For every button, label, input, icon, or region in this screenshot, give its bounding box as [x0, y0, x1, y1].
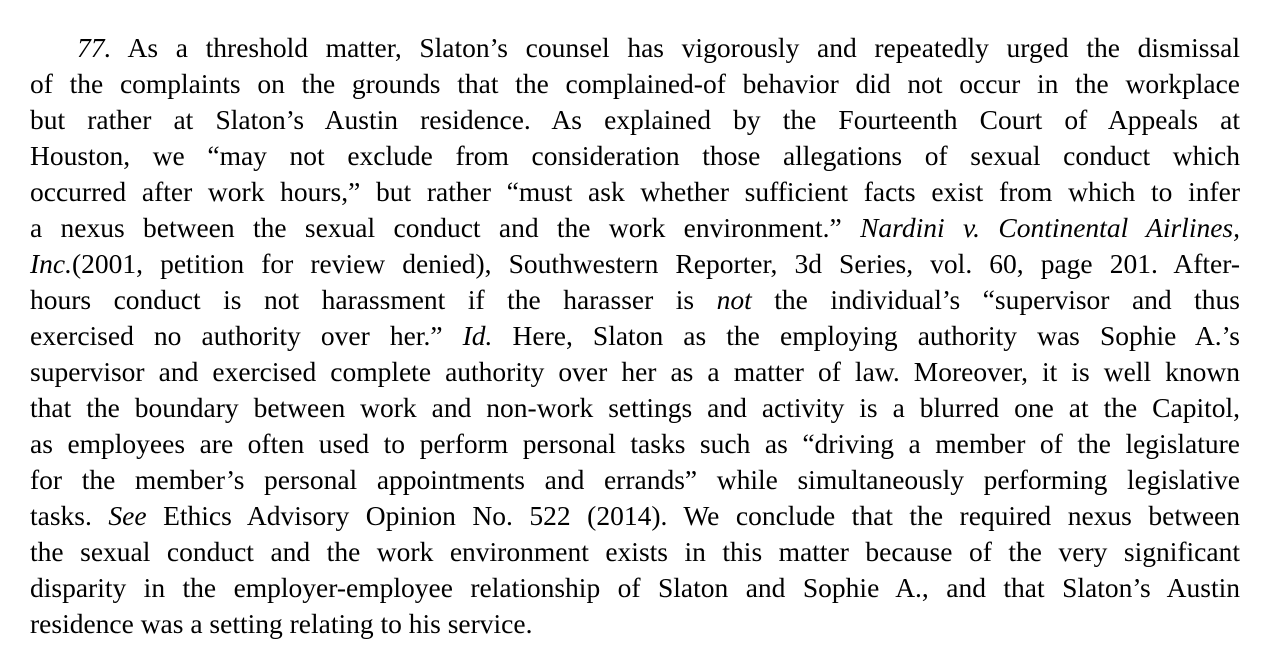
text-segment: (2001, petition for review denied), Southwestern Reporter, 3d Series, vol. 60, page 201. After-	[72, 248, 1240, 279]
text-segment: for the member’s personal appointments and errands” while simultaneously performing legislative	[30, 464, 1240, 495]
text-line	[30, 174, 1240, 210]
text-segment: the sexual conduct and the work environment exists in this matter because of the very significant	[30, 536, 1240, 567]
text-line	[30, 30, 1240, 66]
text-segment: tasks.	[30, 500, 109, 531]
text-segment: exercised no authority over her.”	[30, 320, 463, 351]
text-segment: a nexus between the sexual conduct and the work environment.”	[30, 212, 861, 243]
text-line	[30, 498, 1240, 534]
text-segment: Houston, we “may not exclude from consideration those allegations of sexual conduct which	[30, 140, 1240, 171]
text-segment: Ethics Advisory Opinion No. 522 (2014). We conclude that the required nexus between	[146, 500, 1241, 531]
italic-text: 77.	[77, 32, 112, 63]
text-segment: of the complaints on the grounds that the complained-of behavior did not occur in the workplace	[30, 68, 1240, 99]
text-segment: but rather at Slaton’s Austin residence. As explained by the Fourteenth Court of Appeals at	[30, 104, 1240, 135]
text-segment: that the boundary between work and non-work settings and activity is a blurred one at the Capitol,	[30, 392, 1240, 423]
italic-text: not	[716, 284, 752, 315]
text-line	[30, 426, 1240, 462]
text-line	[30, 138, 1240, 174]
italic-text: Inc.	[30, 248, 72, 279]
text-segment: supervisor and exercised complete authority over her as a matter of law. Moreover, it is well known	[30, 356, 1240, 387]
text-segment: residence was a setting relating to his service.	[30, 608, 533, 639]
text-line	[30, 462, 1240, 498]
text-line	[30, 246, 1240, 282]
italic-text: See	[108, 500, 147, 531]
text-line	[30, 210, 1240, 246]
text-line	[30, 534, 1240, 570]
text-segment: hours conduct is not harassment if the harasser is	[30, 284, 717, 315]
text-segment: As a threshold matter, Slaton’s counsel has vigorously and repeatedly urged the dismissal	[111, 32, 1240, 63]
italic-text: Id.	[462, 320, 493, 351]
text-line	[30, 282, 1240, 318]
text-segment: occurred after work hours,” but rather “must ask whether sufficient facts exist from which to infer	[30, 176, 1240, 207]
text-segment: as employees are often used to perform personal tasks such as “driving a member of the legislature	[30, 428, 1240, 459]
document-page	[30, 30, 1240, 642]
paragraph-77	[30, 30, 1240, 642]
text-line	[30, 570, 1240, 606]
text-segment: the individual’s “supervisor and thus	[751, 284, 1240, 315]
text-line	[30, 318, 1240, 354]
text-segment: Here, Slaton as the employing authority was Sophie A.’s	[492, 320, 1240, 351]
text-line	[30, 606, 1240, 642]
text-segment: disparity in the employer-employee relationship of Slaton and Sophie A., and that Slaton’s Austin	[30, 572, 1240, 603]
text-line	[30, 66, 1240, 102]
text-line	[30, 390, 1240, 426]
italic-text: Nardini v. Continental Airlines,	[860, 212, 1240, 243]
text-line	[30, 102, 1240, 138]
text-line	[30, 354, 1240, 390]
